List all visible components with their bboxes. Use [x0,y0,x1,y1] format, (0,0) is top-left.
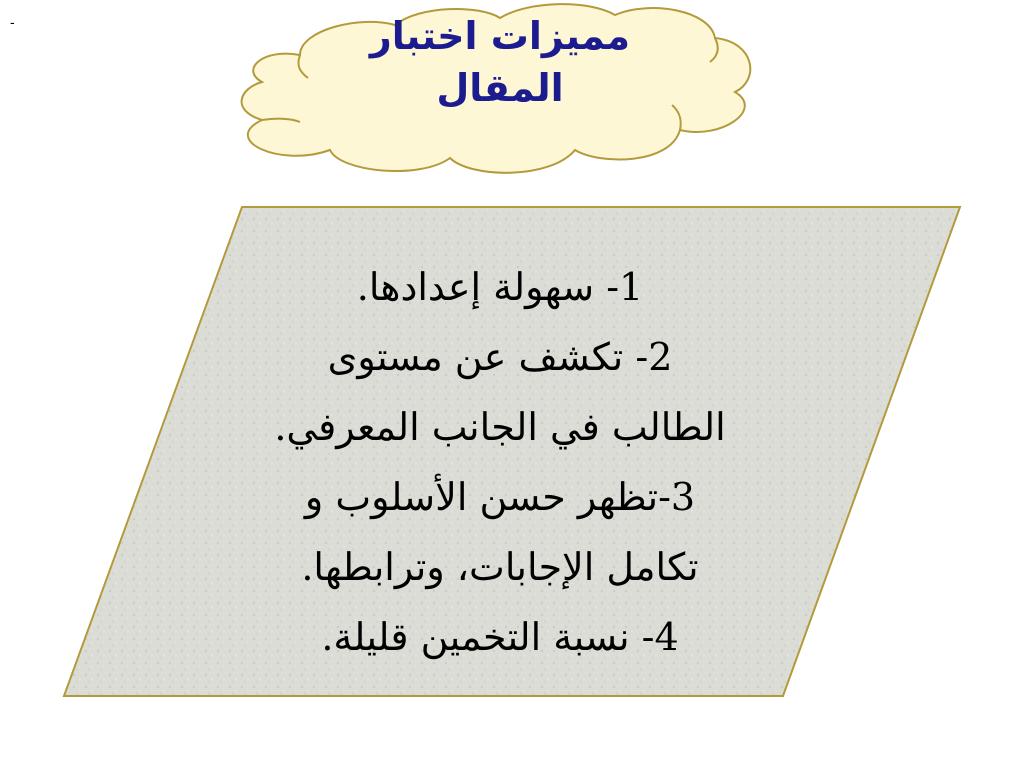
content-line-2: 2- تكشف عن مستوى [327,335,673,379]
corner-mark: - [10,14,15,30]
content-line-5: تكامل الإجابات، وترابطها. [301,545,699,589]
essay-features-list [230,252,770,672]
title-line-1: مميزات اختبار [369,14,631,58]
title-line-2: المقال [436,66,564,110]
content-line-4: 3-تظهر حسن الأسلوب و [304,475,696,519]
content-line-1: 1- سهولة إعدادها. [356,265,644,309]
content-line-6: 4- نسبة التخمين قليلة. [321,615,679,659]
content-line-3: الطالب في الجانب المعرفي. [274,405,726,449]
